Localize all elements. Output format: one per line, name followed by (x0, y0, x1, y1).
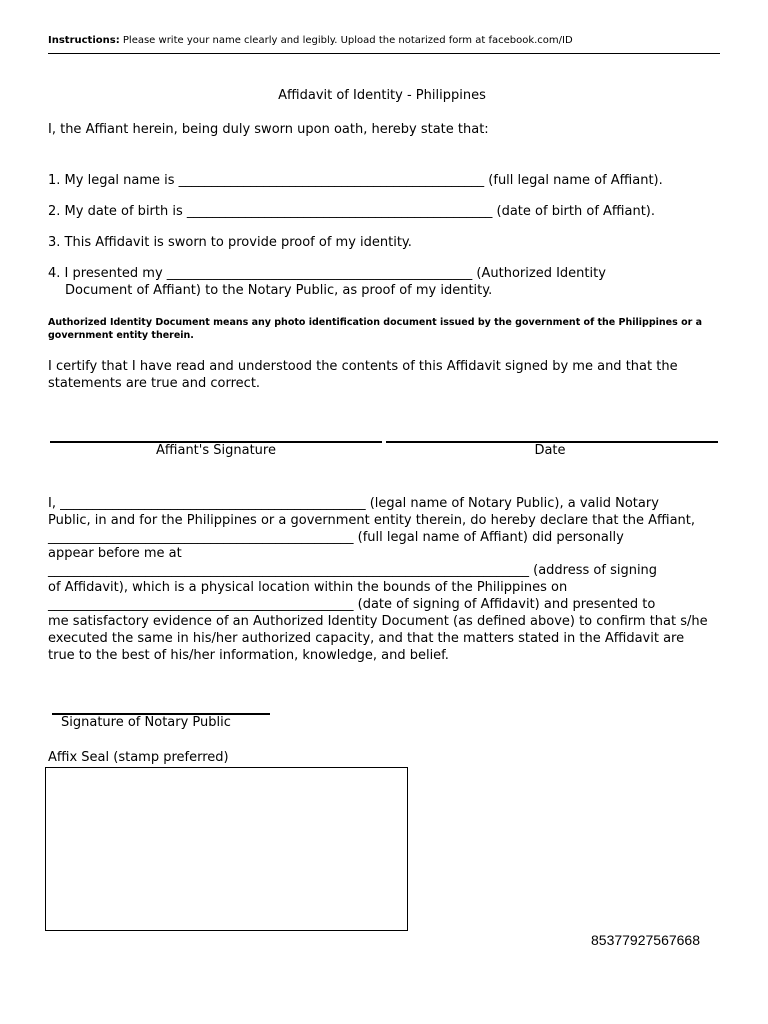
notary-declaration-line: Public, in and for the Philippines or a government entity therein, do hereby declare that the Affiant, (48, 513, 696, 528)
instructions-text: Please write your name clearly and legibly. Upload the notarized form at facebook.com/ID (119, 35, 573, 46)
purpose-statement: 3. This Affidavit is sworn to provide proof of my identity. (48, 235, 412, 250)
notary-declaration-line: true to the best of his/her information, knowledge, and belief. (48, 648, 449, 663)
affiant-signature-label: Affiant's Signature (156, 443, 276, 458)
notary-declaration-line: me satisfactory evidence of an Authorized Identity Document (as defined above) to confirm that s/he (48, 614, 708, 629)
certification-statement: I certify that I have read and understood the contents of this Affidavit signed by me and that the statements are true and correct. (48, 359, 678, 391)
authorized-document-definition: Authorized Identity Document means any photo identification document issued by the government of the Philippines or a government entity therein. (48, 317, 703, 341)
notary-declaration-line: appear before me at (48, 546, 182, 561)
notary-declaration-line: executed the same in his/her authorized capacity, and that the matters stated in the Affidavit are (48, 631, 685, 646)
notary-declaration-line: _______________________________________________ (full legal name of Affiant) did personally (48, 530, 624, 545)
notary-declaration-line: __________________________________________________________________________ (address of signing (48, 563, 658, 578)
notary-declaration-line: _______________________________________________ (date of signing of Affidavit) and presented to (48, 597, 656, 612)
notary-signature-label: Signature of Notary Public (61, 715, 231, 730)
instructions-line (48, 35, 573, 46)
instructions-label: Instructions: (48, 35, 120, 46)
header-divider (48, 53, 720, 54)
notary-declaration-line: I, _______________________________________________ (legal name of Notary Public), a valid Notary (48, 496, 659, 511)
document-title: Affidavit of Identity - Philippines (278, 88, 486, 103)
date-of-birth-statement: 2. My date of birth is _______________________________________________ (date of birth of Affiant). (48, 204, 656, 219)
identity-document-statement: 4. I presented my _______________________________________________ (Authorized Identity (48, 266, 606, 281)
seal-label: Affix Seal (stamp preferred) (48, 750, 229, 765)
intro-statement: I, the Affiant herein, being duly sworn upon oath, hereby state that: (48, 122, 489, 137)
seal-box (45, 767, 408, 931)
document-number: 85377927567668 (591, 932, 701, 948)
identity-document-statement-continued: Document of Affiant) to the Notary Public, as proof of my identity. (65, 283, 493, 298)
notary-declaration-line: of Affidavit), which is a physical location within the bounds of the Philippines on (48, 580, 568, 595)
date-label: Date (534, 443, 566, 458)
legal-name-statement: 1. My legal name is _______________________________________________ (full legal name of Affiant). (48, 173, 663, 188)
